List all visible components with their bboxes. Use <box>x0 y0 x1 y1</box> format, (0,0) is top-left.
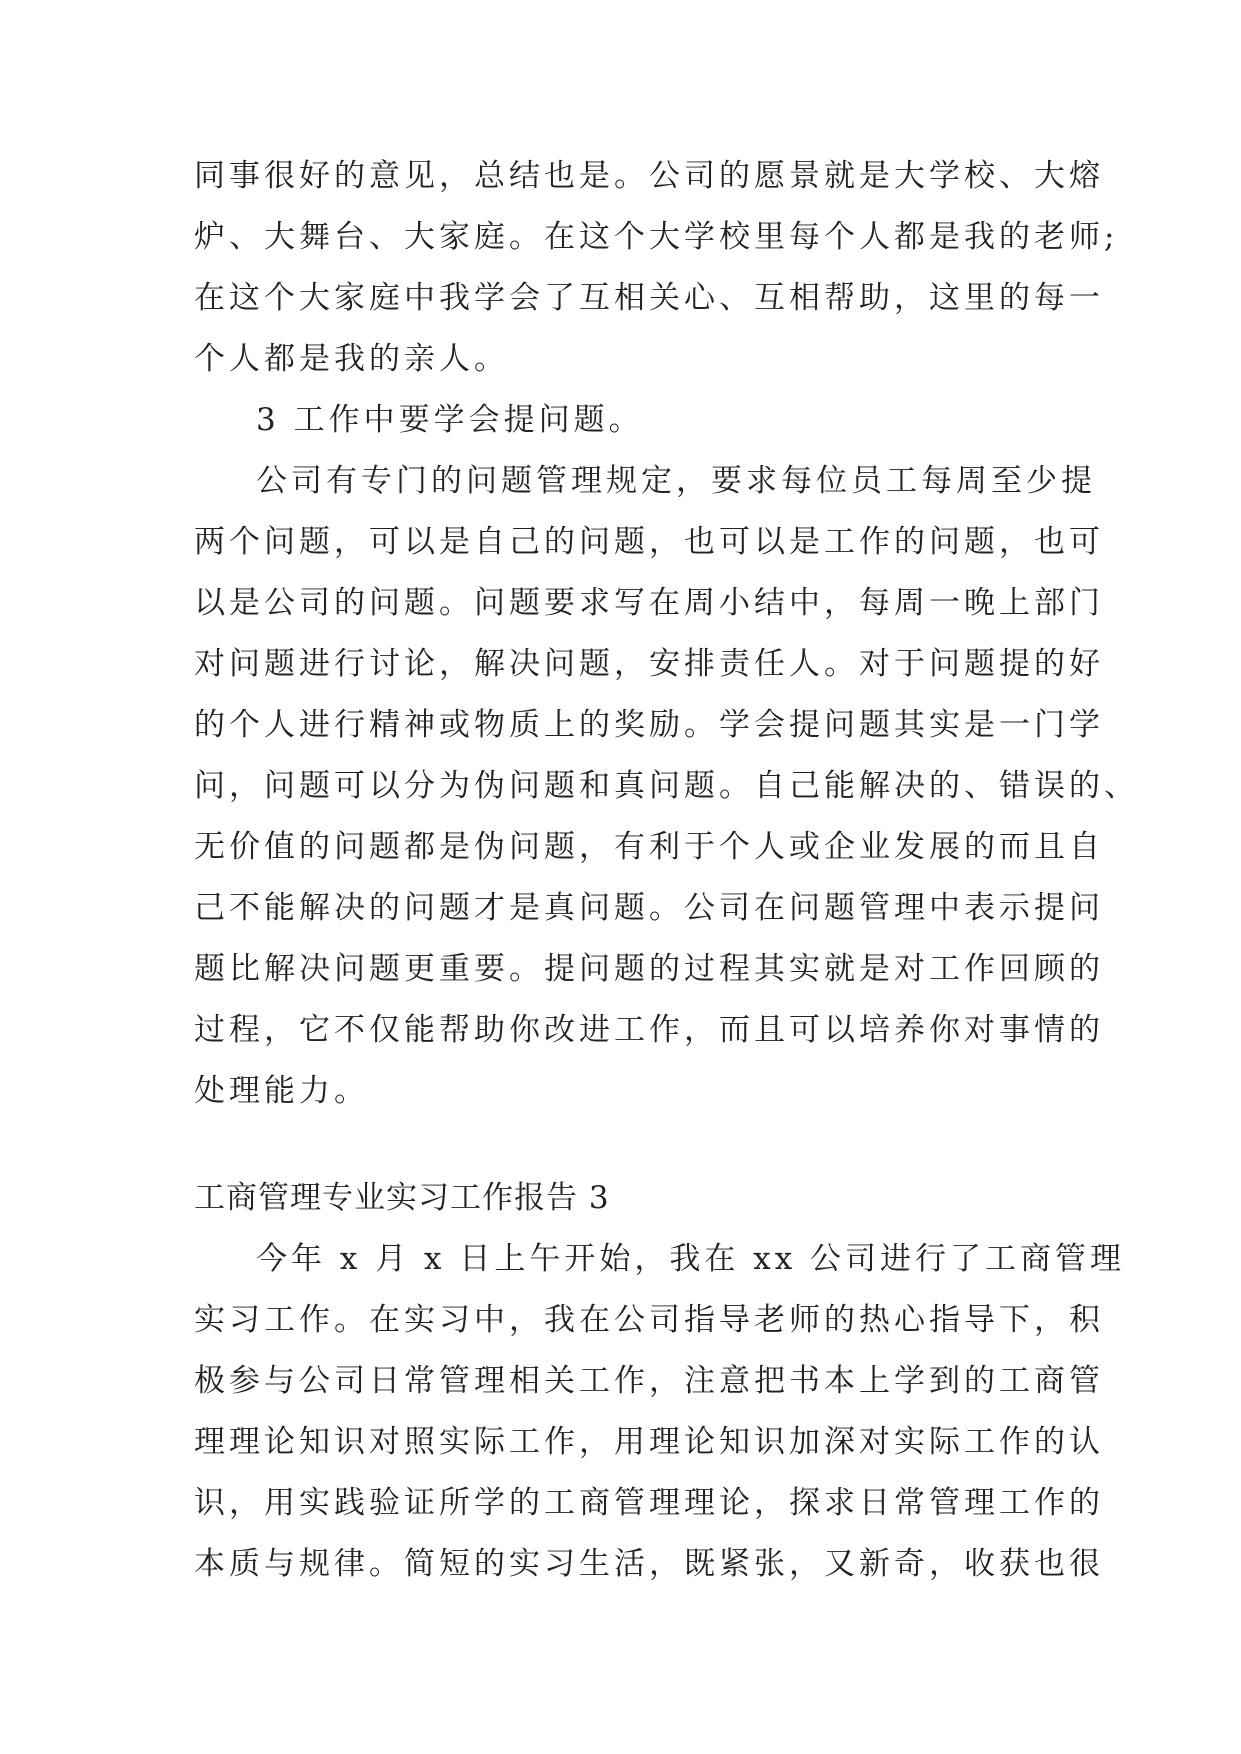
point-3-title-block <box>194 390 1054 451</box>
text-line: 极参与公司日常管理相关工作，注意把书本上学到的工商管 <box>194 1363 1104 1399</box>
text-line: 在这个大家庭中我学会了互相关心、互相帮助，这里的每一 <box>194 280 1104 316</box>
text-line: 的个人进行精神或物质上的奖励。学会提问题其实是一门学 <box>194 707 1104 743</box>
text-line: 己不能解决的问题才是真问题。公司在问题管理中表示提问 <box>194 890 1104 926</box>
text-line: 过程，它不仅能帮助你改进工作，而且可以培养你对事情的 <box>194 1012 1104 1048</box>
text-line: 处理能力。 <box>194 1073 369 1109</box>
paragraph-question-management <box>194 451 1139 1122</box>
text-line: 无价值的问题都是伪问题，有利于个人或企业发展的而且自 <box>194 829 1104 865</box>
text-line: 两个问题，可以是自己的问题，也可以是工作的问题，也可 <box>194 524 1104 560</box>
text-line: 本质与规律。简短的实习生活，既紧张，又新奇，收获也很 <box>194 1546 1104 1582</box>
text-line: 实习工作。在实习中，我在公司指导老师的热心指导下，积 <box>194 1302 1104 1338</box>
paragraph-internship-report <box>194 1229 1126 1595</box>
paragraph-colleague-advice <box>194 146 1119 390</box>
point-title: 3 工作中要学会提问题。 <box>256 402 644 438</box>
text-line: 对问题进行讨论，解决问题，安排责任人。对于问题提的好 <box>194 646 1104 682</box>
text-line: 个人都是我的亲人。 <box>194 341 509 377</box>
section-heading-block <box>194 1168 1054 1229</box>
text-line: 题比解决问题更重要。提问题的过程其实就是对工作回顾的 <box>194 951 1104 987</box>
text-line: 炉、大舞台、大家庭。在这个大学校里每个人都是我的老师; <box>194 219 1119 255</box>
text-line: 今年 x 月 x 日上午开始，我在 xx 公司进行了工商管理 <box>256 1241 1126 1277</box>
text-line: 理理论知识对照实际工作，用理论知识加深对实际工作的认 <box>194 1424 1104 1460</box>
section-heading: 工商管理专业实习工作报告 3 <box>194 1180 610 1216</box>
text-line: 问，问题可以分为伪问题和真问题。自己能解决的、错误的、 <box>194 768 1139 804</box>
text-line: 公司有专门的问题管理规定，要求每位员工每周至少提 <box>256 463 1096 499</box>
text-line: 识，用实践验证所学的工商管理理论，探求日常管理工作的 <box>194 1485 1104 1521</box>
text-line: 以是公司的问题。问题要求写在周小结中，每周一晚上部门 <box>194 585 1104 621</box>
text-line: 同事很好的意见，总结也是。公司的愿景就是大学校、大熔 <box>194 158 1104 194</box>
